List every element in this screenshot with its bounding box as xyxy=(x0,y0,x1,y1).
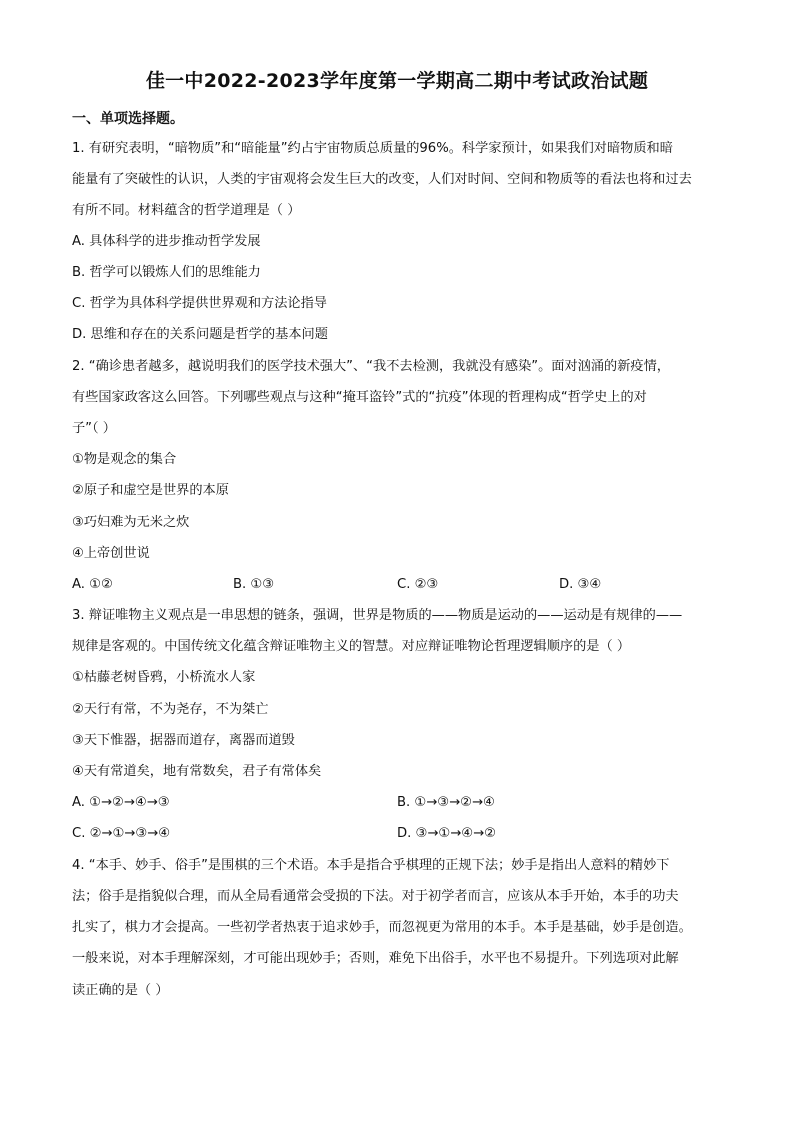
q3-item-1: ①枯藤老树昏鸦，小桥流水人家 xyxy=(72,670,256,685)
q4-stem-line-5: 读正确的是（ ） xyxy=(72,983,169,998)
exam-title: 佳一中2022-2023学年度第一学期高二期中考试政治试题 xyxy=(145,70,649,92)
q1-stem-line-3: 有所不同。材料蕴含的哲学道理是（ ） xyxy=(72,203,301,218)
q2-option-b: B. ①③ xyxy=(233,577,275,592)
q2-stem-line-1: 2. “确诊患者越多，越说明我们的医学技术强大”、“我不去检测，我就没有感染”。面对汹涌的新疫情， xyxy=(72,359,670,374)
q4-stem-line-4: 一般来说，对本手理解深刻，才可能出现妙手；否则，难免下出俗手，水平也不易提升。下列选项对此解 xyxy=(72,951,679,966)
q2-stem-line-3: 子”（ ） xyxy=(72,421,116,436)
q2-option-c: C. ②③ xyxy=(397,577,439,592)
q1-stem-line-2: 能量有了突破性的认识，人类的宇宙观将会发生巨大的改变，人们对时间、空间和物质等的看法也将和过去 xyxy=(72,172,692,187)
q1-option-c: C. 哲学为具体科学提供世界观和方法论指导 xyxy=(72,296,327,311)
q3-stem-line-2: 规律是客观的。中国传统文化蕴含辩证唯物主义的智慧。对应辩证唯物论哲理逻辑顺序的是（ ） xyxy=(72,639,631,654)
q1-option-b: B. 哲学可以锻炼人们的思维能力 xyxy=(72,265,261,280)
q1-option-a: A. 具体科学的进步推动哲学发展 xyxy=(72,234,261,249)
q2-item-3: ③巧妇难为无米之炊 xyxy=(72,515,190,530)
q4-stem-line-3: 扎实了，棋力才会提高。一些初学者热衷于追求妙手，而忽视更为常用的本手。本手是基础，妙手是创造。 xyxy=(72,920,692,935)
q3-item-2: ②天行有常，不为尧存，不为桀亡 xyxy=(72,702,269,717)
q2-option-d: D. ③④ xyxy=(559,577,602,592)
q3-item-3: ③天下惟器，据器而道存，离器而道毁 xyxy=(72,733,295,748)
q1-option-d: D. 思维和存在的关系问题是哲学的基本问题 xyxy=(72,327,328,342)
q2-item-4: ④上帝创世说 xyxy=(72,546,150,561)
q3-option-d: D. ③→①→④→② xyxy=(397,826,496,841)
q1-stem-line-1: 1. 有研究表明，“暗物质”和“暗能量”约占宇宙物质总质量的96%。科学家预计，如果我们对暗物质和暗 xyxy=(72,141,673,156)
section-heading: 一、单项选择题。 xyxy=(72,111,184,127)
q3-option-a: A. ①→②→④→③ xyxy=(72,795,170,810)
q3-item-4: ④天有常道矣，地有常数矣，君子有常体矣 xyxy=(72,764,322,779)
q2-item-1: ①物是观念的集合 xyxy=(72,452,177,467)
q4-stem-line-2: 法；俗手是指貌似合理，而从全局看通常会受损的下法。对于初学者而言，应该从本手开始，本手的功夫 xyxy=(72,889,679,904)
q2-option-a: A. ①② xyxy=(72,577,113,592)
q3-option-c: C. ②→①→③→④ xyxy=(72,826,171,841)
q4-stem-line-1: 4. “本手、妙手、俗手”是围棋的三个术语。本手是指合乎棋理的正规下法；妙手是指出人意料的精妙下 xyxy=(72,858,670,873)
q2-item-2: ②原子和虚空是世界的本原 xyxy=(72,483,229,498)
q2-stem-line-2: 有些国家政客这么回答。下列哪些观点与这种“掩耳盗铃”式的“抗疫”体现的哲理构成“哲学史上的对 xyxy=(72,390,647,405)
q3-option-b: B. ①→③→②→④ xyxy=(397,795,495,810)
q3-stem-line-1: 3. 辩证唯物主义观点是一串思想的链条，强调，世界是物质的——物质是运动的——运动是有规律的—— xyxy=(72,608,683,623)
